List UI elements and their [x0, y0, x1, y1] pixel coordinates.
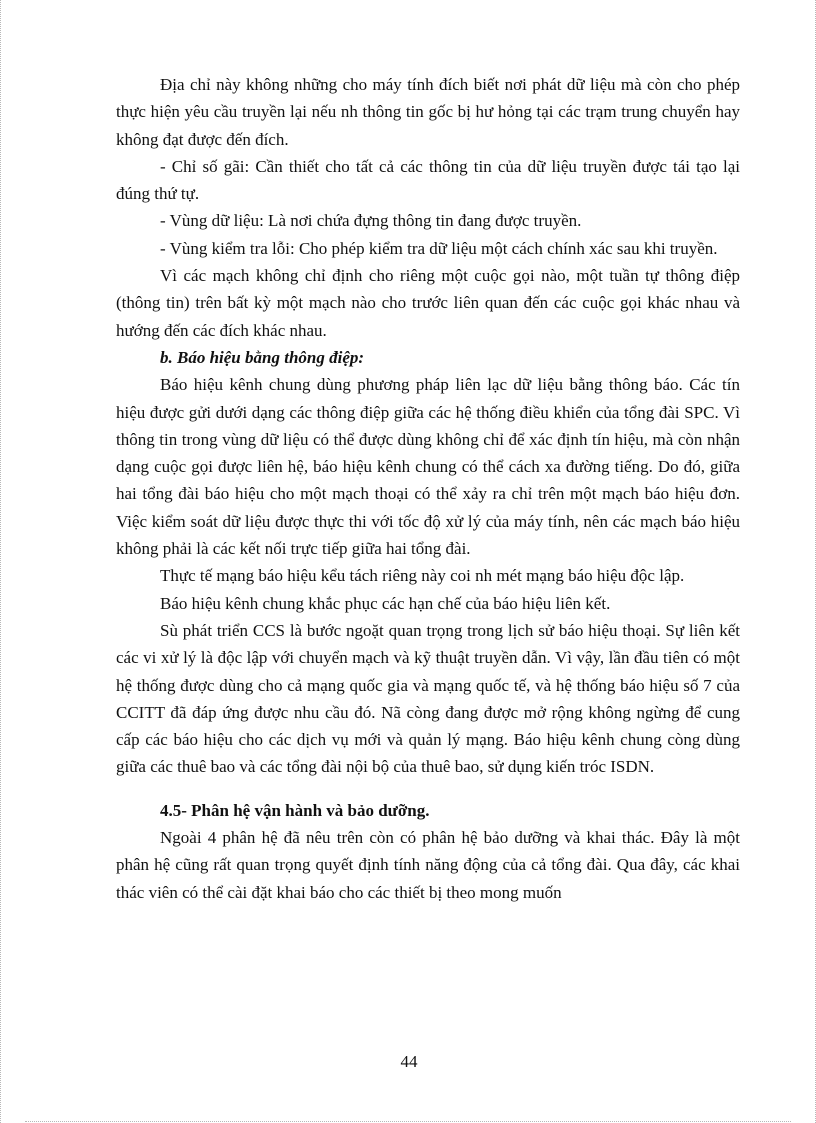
paragraph: Ngoài 4 phân hệ đã nêu trên còn có phân hệ bảo dưỡng và khai thác. Đây là một phân hệ cũng rất quan trọng quyết định tính năng động của cả tổng đài. Qua đây, các khai thác viên có thể cài đặt khai báo cho các thiết bị theo mong muốn: [116, 828, 740, 902]
paragraph: Sù phát triển CCS là bước ngoặt quan trọng trong lịch sử báo hiệu thoại. Sự liên kết các vi xử lý là độc lập với chuyển mạch và kỹ thuật truyền dẫn. Vì vậy, lần đầu tiên có một hệ thống được dùng cho cả mạng quốc gia và mạng quốc tế, và hệ thống báo hiệu số 7 của CCITT đã đáp ứng được nhu cầu đó. Nã còng đang được mở rộng không ngừng để cung cấp các báo hiệu cho các dịch vụ mới và quản lý mạng. Báo hiệu kênh chung còng dùng giữa các thuê bao và các tổng đài nội bộ của thuê bao, sử dụng kiến tróc ISDN.: [116, 620, 740, 777]
page-number: 44: [400, 1052, 418, 1071]
paragraph: Báo hiệu kênh chung khắc phục các hạn chế của báo hiệu liên kết.: [160, 593, 611, 613]
page-bottom-border: [25, 1121, 791, 1122]
list-item: - Chỉ số gãi: Cần thiết cho tất cả các thông tin của dữ liệu truyền được tái tạo lại đúng thứ tự.: [116, 156, 740, 204]
section-heading: 4.5- Phân hệ vận hành và bảo dưỡng.: [160, 800, 430, 820]
paragraph: Báo hiệu kênh chung dùng phương pháp liên lạc dữ liệu bằng thông báo. Các tín hiệu được gửi dưới dạng các thông điệp giữa các hệ thống điều khiển của tổng đài SPC. Vì thông tin trong vùng dữ liệu có thể được dùng không chỉ để xác định tín hiệu, mà còn nhận dạng cuộc gọi được liên hệ, báo hiệu kênh chung có thể cách xa đường tiếng. Do đó, giữa hai tổng đài báo hiệu cho một mạch thoại có thể xảy ra chỉ trên một mạch báo hiệu đơn. Việc kiểm soát dữ liệu được thực thi với tốc độ xử lý của máy tính, nên các mạch báo hiệu không phải là các kết nối trực tiếp giữa hai tổng đài.: [116, 375, 740, 559]
paragraph: Vì các mạch không chỉ định cho riêng một cuộc gọi nào, một tuần tự thông điệp (thông tin) trên bất kỳ một mạch nào cho trước liên quan đến các cuộc gọi khác nhau và hướng đến các đích khác nhau.: [116, 266, 740, 340]
page-body: [116, 71, 740, 906]
list-item: - Vùng kiểm tra lỗi: Cho phép kiểm tra dữ liệu một cách chính xác sau khi truyền.: [160, 238, 718, 258]
paragraph: Địa chỉ này không những cho máy tính đích biết nơi phát dữ liệu mà còn cho phép thực hiện yêu cầu truyền lại nếu nh thông tin gốc bị hư hỏng tại các trạm trung chuyển hay không đạt được đến đích.: [116, 75, 740, 149]
paragraph: Thực tế mạng báo hiệu kểu tách riêng này coi nh mét mạng báo hiệu độc lập.: [160, 566, 685, 586]
subheading: b. Báo hiệu bằng thông điệp:: [160, 347, 365, 367]
list-item: - Vùng dữ liệu: Là nơi chứa đựng thông tin đang được truyền.: [160, 211, 582, 231]
